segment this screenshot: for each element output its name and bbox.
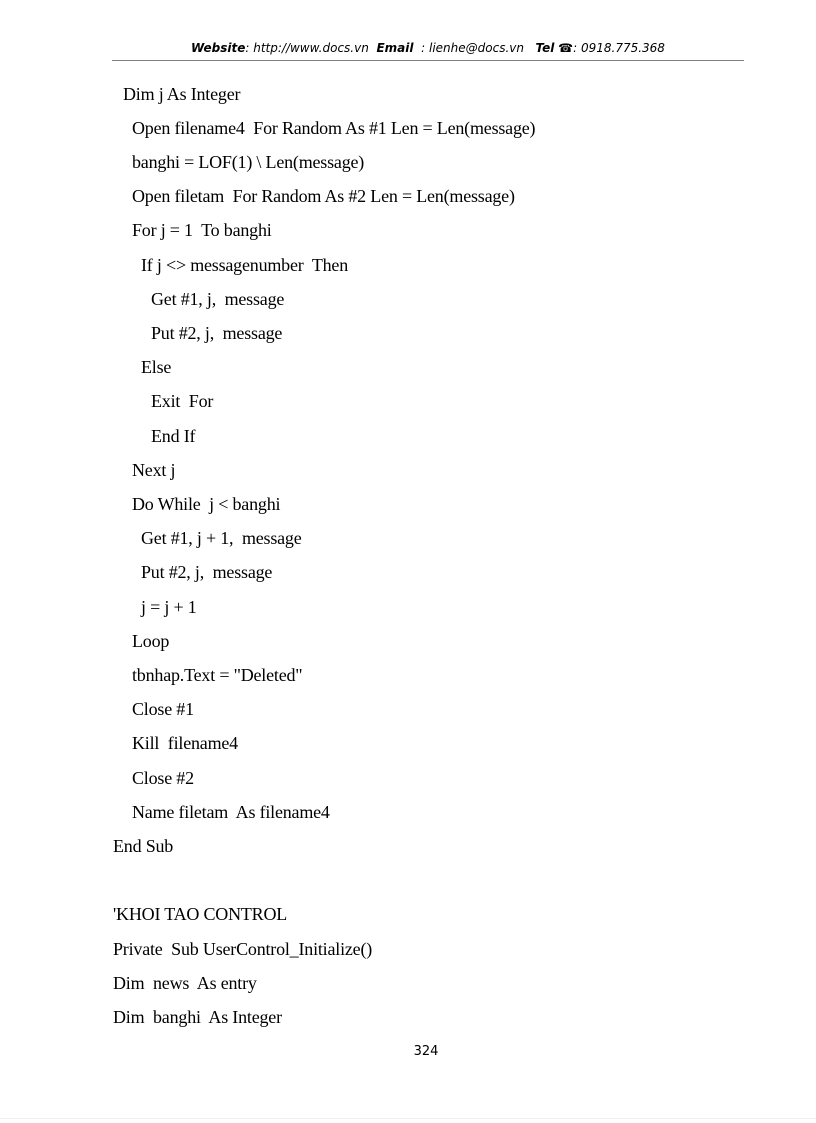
- code-line: Next j: [132, 460, 176, 480]
- code-line: tbnhap.Text = "Deleted": [132, 665, 303, 685]
- email-value: : lienhe@docs.vn: [421, 41, 524, 55]
- bottom-divider: [0, 1118, 816, 1119]
- code-line: Put #2, j, message: [151, 323, 283, 343]
- code-line: Exit For: [151, 391, 214, 411]
- code-line: Name filetam As filename4: [132, 802, 330, 822]
- code-line: Get #1, j, message: [151, 289, 285, 309]
- website-label: Website: [191, 41, 246, 55]
- code-line: For j = 1 To banghi: [132, 220, 272, 240]
- code-line: Dim news As entry: [113, 973, 257, 993]
- code-line: Dim j As Integer: [123, 84, 241, 104]
- code-line: 'KHOI TAO CONTROL: [113, 904, 288, 924]
- code-line: Loop: [132, 631, 170, 651]
- code-line: If j <> messagenumber Then: [141, 255, 349, 275]
- code-line: Close #1: [132, 699, 194, 719]
- code-line: Open filetam For Random As #2 Len = Len(message): [132, 186, 515, 206]
- code-line: Get #1, j + 1, message: [141, 528, 302, 548]
- page-header: [112, 40, 744, 61]
- tel-value: : 0918.775.368: [573, 41, 665, 55]
- code-line: End If: [151, 426, 196, 446]
- website-value: : http://www.docs.vn: [245, 41, 369, 55]
- code-line: Do While j < banghi: [132, 494, 281, 514]
- email-label: Email: [376, 41, 414, 55]
- code-line: j = j + 1: [141, 597, 197, 617]
- tel-label: Tel: [535, 41, 555, 55]
- phone-icon: ☎: [558, 41, 574, 55]
- code-line: Put #2, j, message: [141, 562, 273, 582]
- page-number: 324: [413, 1044, 439, 1059]
- code-line: Dim banghi As Integer: [113, 1007, 282, 1027]
- code-line: Else: [141, 357, 172, 377]
- code-line: Kill filename4: [132, 733, 238, 753]
- code-line: Close #2: [132, 768, 194, 788]
- code-line: Private Sub UserControl_Initialize(): [113, 939, 373, 959]
- code-line: End Sub: [113, 836, 174, 856]
- code-line: banghi = LOF(1) \ Len(message): [132, 152, 365, 172]
- code-line: Open filename4 For Random As #1 Len = Len(message): [132, 118, 536, 138]
